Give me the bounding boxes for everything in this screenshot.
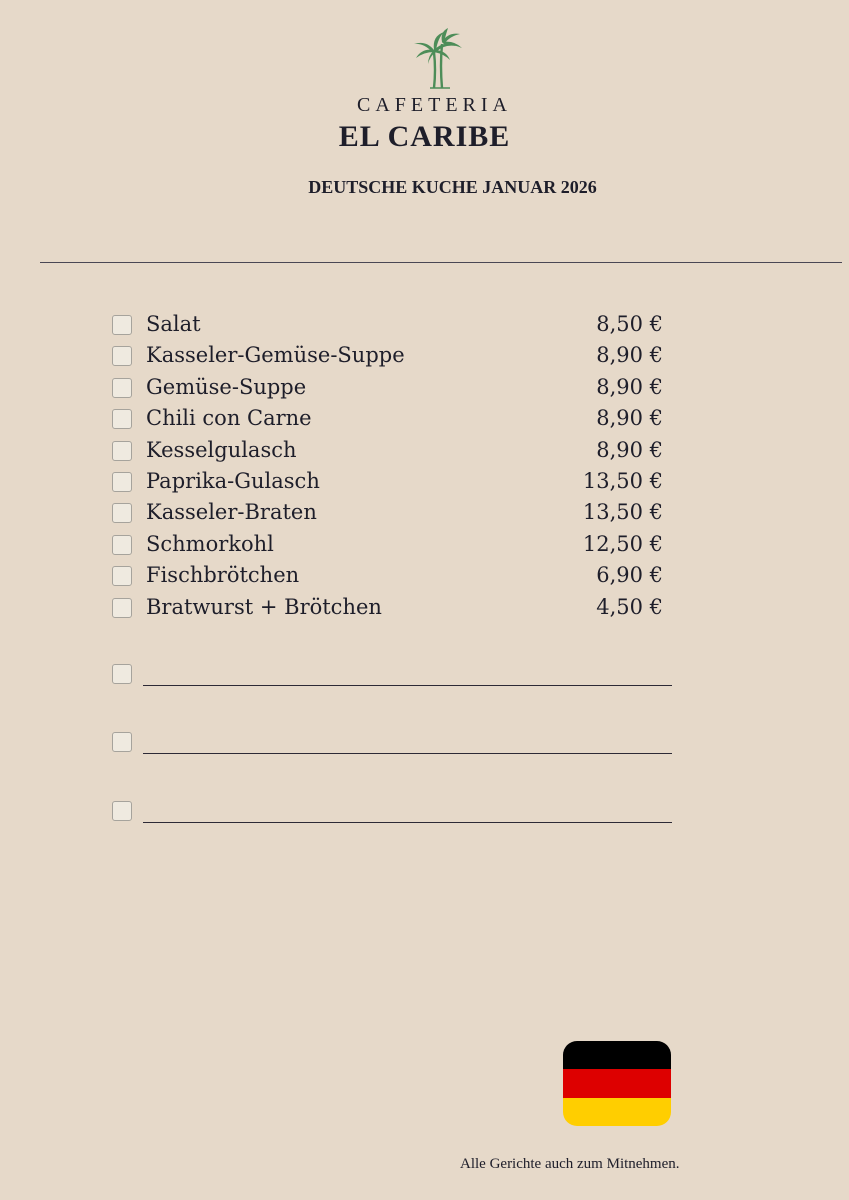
item-price: 12,50 € <box>582 531 663 556</box>
checkbox[interactable] <box>112 346 132 366</box>
flag-band-black <box>563 1041 671 1069</box>
menu-item <box>112 466 672 497</box>
item-price: 4,50 € <box>596 594 663 619</box>
menu-subtitle: DEUTSCHE KUCHE JANUAR 2026 <box>308 177 597 197</box>
menu-item <box>112 560 672 591</box>
german-flag-icon <box>563 1041 671 1126</box>
flag-band-gold <box>563 1098 671 1126</box>
flag-band-red <box>563 1069 671 1097</box>
menu-item <box>112 309 672 340</box>
menu-item <box>112 529 672 560</box>
item-price: 8,90 € <box>596 437 663 462</box>
item-price: 8,90 € <box>596 343 663 368</box>
checkbox[interactable] <box>112 472 132 492</box>
brand-title: EL CARIBE <box>338 120 511 153</box>
blank-entry <box>112 801 672 825</box>
item-name: Salat <box>146 312 201 336</box>
takeaway-note: Alle Gerichte auch zum Mitnehmen. <box>460 1156 680 1172</box>
blank-entry <box>112 664 672 688</box>
write-in-line[interactable] <box>143 685 672 686</box>
item-price: 8,50 € <box>596 312 663 336</box>
write-in-line[interactable] <box>143 822 672 823</box>
checkbox[interactable] <box>112 409 132 429</box>
checkbox[interactable] <box>112 503 132 523</box>
item-price: 13,50 € <box>582 500 663 525</box>
menu-item <box>112 497 672 528</box>
item-price: 8,90 € <box>596 406 663 431</box>
checkbox[interactable] <box>112 535 132 555</box>
checkbox[interactable] <box>112 732 132 752</box>
item-price: 13,50 € <box>582 468 663 493</box>
menu-item <box>112 340 672 371</box>
checkbox[interactable] <box>112 801 132 821</box>
menu-item <box>112 592 672 623</box>
item-name: Kasseler-Gemüse-Suppe <box>146 343 405 368</box>
checkbox[interactable] <box>112 441 132 461</box>
item-price: 6,90 € <box>596 563 663 588</box>
brand-small-title: CAFETERIA <box>357 94 512 116</box>
checkbox[interactable] <box>112 598 132 618</box>
item-name: Bratwurst + Brötchen <box>146 594 382 619</box>
item-name: Kesselgulasch <box>146 437 297 462</box>
blank-entry <box>112 732 672 756</box>
checkbox[interactable] <box>112 566 132 586</box>
palm-tree-icon <box>410 28 466 90</box>
item-price: 8,90 € <box>596 374 663 399</box>
menu-item <box>112 372 672 403</box>
item-name: Gemüse-Suppe <box>146 374 307 399</box>
write-in-line[interactable] <box>143 753 672 754</box>
item-name: Chili con Carne <box>146 406 312 431</box>
item-name: Schmorkohl <box>146 531 274 556</box>
item-name: Fischbrötchen <box>146 563 300 588</box>
checkbox[interactable] <box>112 378 132 398</box>
item-name: Kasseler-Braten <box>146 500 317 525</box>
divider <box>40 262 842 263</box>
checkbox[interactable] <box>112 664 132 684</box>
item-name: Paprika-Gulasch <box>146 468 320 493</box>
menu-item <box>112 403 672 434</box>
menu-list <box>112 309 672 623</box>
menu-item <box>112 435 672 466</box>
checkbox[interactable] <box>112 315 132 335</box>
